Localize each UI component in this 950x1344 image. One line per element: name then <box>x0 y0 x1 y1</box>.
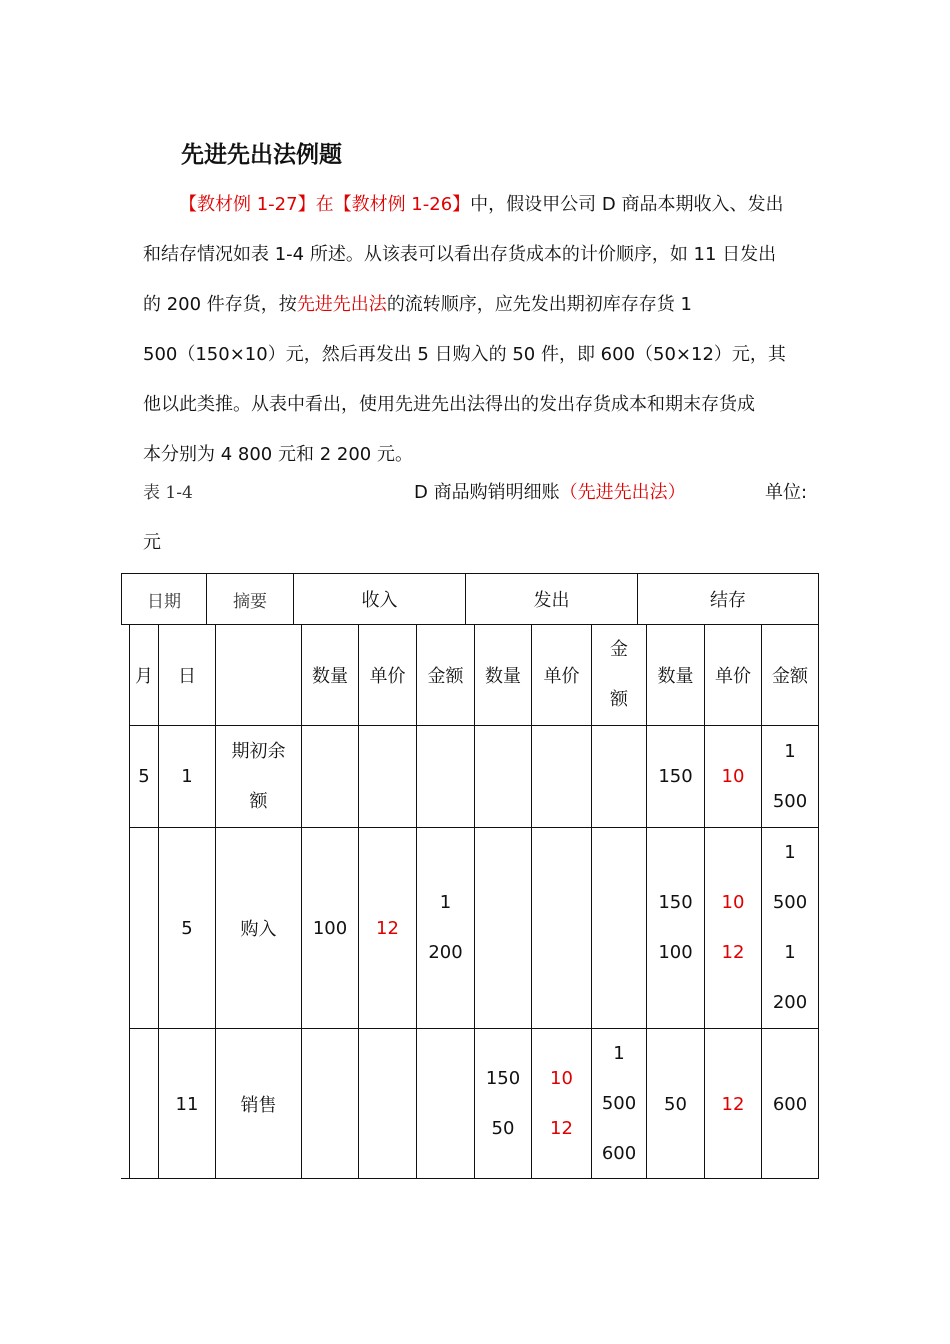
subheader-in-amount: 金额 <box>416 624 475 726</box>
table-row-1-in-qty <box>301 725 359 828</box>
table-row-2-out-qty <box>474 827 532 1029</box>
table-row-2-bal-amount: 1 500 1 200 <box>761 827 819 1029</box>
table-row-3-out-price: 10 12 <box>531 1028 592 1179</box>
table-row-2-day: 5 <box>158 827 216 1029</box>
header-date: 日期 <box>121 573 207 625</box>
paragraph-line-2: 和结存情况如表 1-4 所述。从该表可以看出存货成本的计价顺序，如 11 日发出 <box>143 244 777 265</box>
paragraph-line-3: 的 200 件存货，按先进先出法的流转顺序，应先发出期初库存存货 1 <box>143 294 692 315</box>
table-row-3-out-amount: 1 500 600 <box>591 1028 647 1179</box>
subheader-bal-amount: 金额 <box>761 624 819 726</box>
table-row-1-bal-price: 10 <box>704 725 762 828</box>
table-row-2-out-price <box>531 827 592 1029</box>
table-row-3-bal-amount: 600 <box>761 1028 819 1179</box>
table-row-3-month <box>129 1028 159 1179</box>
table-row-2-out-amount <box>591 827 647 1029</box>
table-row-3-out-qty: 150 50 <box>474 1028 532 1179</box>
table-row-1-day: 1 <box>158 725 216 828</box>
table-row-2-in-price: 12 <box>358 827 417 1029</box>
header-balance: 结存 <box>637 573 819 625</box>
table-row-2-summary: 购入 <box>215 827 302 1029</box>
subheader-summary <box>215 624 302 726</box>
table-row-1-month: 5 <box>129 725 159 828</box>
table-row-3-day: 11 <box>158 1028 216 1179</box>
table-row-2-in-qty: 100 <box>301 827 359 1029</box>
table-row-1-out-price <box>531 725 592 828</box>
table-row-2-in-amount: 1 200 <box>416 827 475 1029</box>
subheader-in-price: 单价 <box>358 624 417 726</box>
table-row-3-bal-price: 12 <box>704 1028 762 1179</box>
unit-label: 单位: <box>765 482 808 503</box>
header-receipts: 收入 <box>293 573 466 625</box>
table-row-2-month <box>129 827 159 1029</box>
unit-value: 元 <box>143 532 161 553</box>
table-row-2-bal-price: 10 12 <box>704 827 762 1029</box>
paragraph-line-6: 本分别为 4 800 元和 2 200 元。 <box>143 444 413 465</box>
fifo-highlight: 先进先出法 <box>296 294 387 315</box>
subheader-bal-qty: 数量 <box>646 624 705 726</box>
table-row-1-out-qty <box>474 725 532 828</box>
table-row-1-bal-qty: 150 <box>646 725 705 828</box>
paragraph-line-1: 【教材例 1-27】在【教材例 1-26】中，假设甲公司 D 商品本期收入、发出 <box>179 194 784 215</box>
table-row-3-in-qty <box>301 1028 359 1179</box>
table-row-1-out-amount <box>591 725 647 828</box>
table-row-1-in-price <box>358 725 417 828</box>
example-paragraph <box>143 180 818 480</box>
subheader-month: 月 <box>129 624 159 726</box>
header-summary: 摘要 <box>206 573 294 625</box>
table-row-1-in-amount <box>416 725 475 828</box>
header-issues: 发出 <box>465 573 638 625</box>
table-row-3-in-amount <box>416 1028 475 1179</box>
table-row-3-bal-qty: 50 <box>646 1028 705 1179</box>
paragraph-line-4: 500（150×10）元，然后再发出 5 日购入的 50 件，即 600（50×12）元，其 <box>143 344 786 365</box>
subheader-out-amount: 金 额 <box>591 624 647 726</box>
table-row-2-bal-qty: 150 100 <box>646 827 705 1029</box>
subheader-out-price: 单价 <box>531 624 592 726</box>
table-caption: D 商品购销明细账（先进先出法） <box>414 482 686 503</box>
subheader-out-qty: 数量 <box>474 624 532 726</box>
subheader-in-qty: 数量 <box>301 624 359 726</box>
table-number: 表 1-4 <box>143 483 193 503</box>
subheader-day: 日 <box>158 624 216 726</box>
table-row-1-bal-amount: 1 500 <box>761 725 819 828</box>
table-bottom-rule <box>121 1178 819 1179</box>
table-row-3-summary: 销售 <box>215 1028 302 1179</box>
table-row-1-summary: 期初余 额 <box>215 725 302 828</box>
subheader-bal-price: 单价 <box>704 624 762 726</box>
page-title: 先进先出法例题 <box>181 142 342 168</box>
table-row-3-in-price <box>358 1028 417 1179</box>
textbook-reference: 【教材例 1-27】在【教材例 1-26】 <box>179 194 471 215</box>
paragraph-line-5: 他以此类推。从表中看出，使用先进先出法得出的发出存货成本和期末存货成 <box>143 394 755 415</box>
